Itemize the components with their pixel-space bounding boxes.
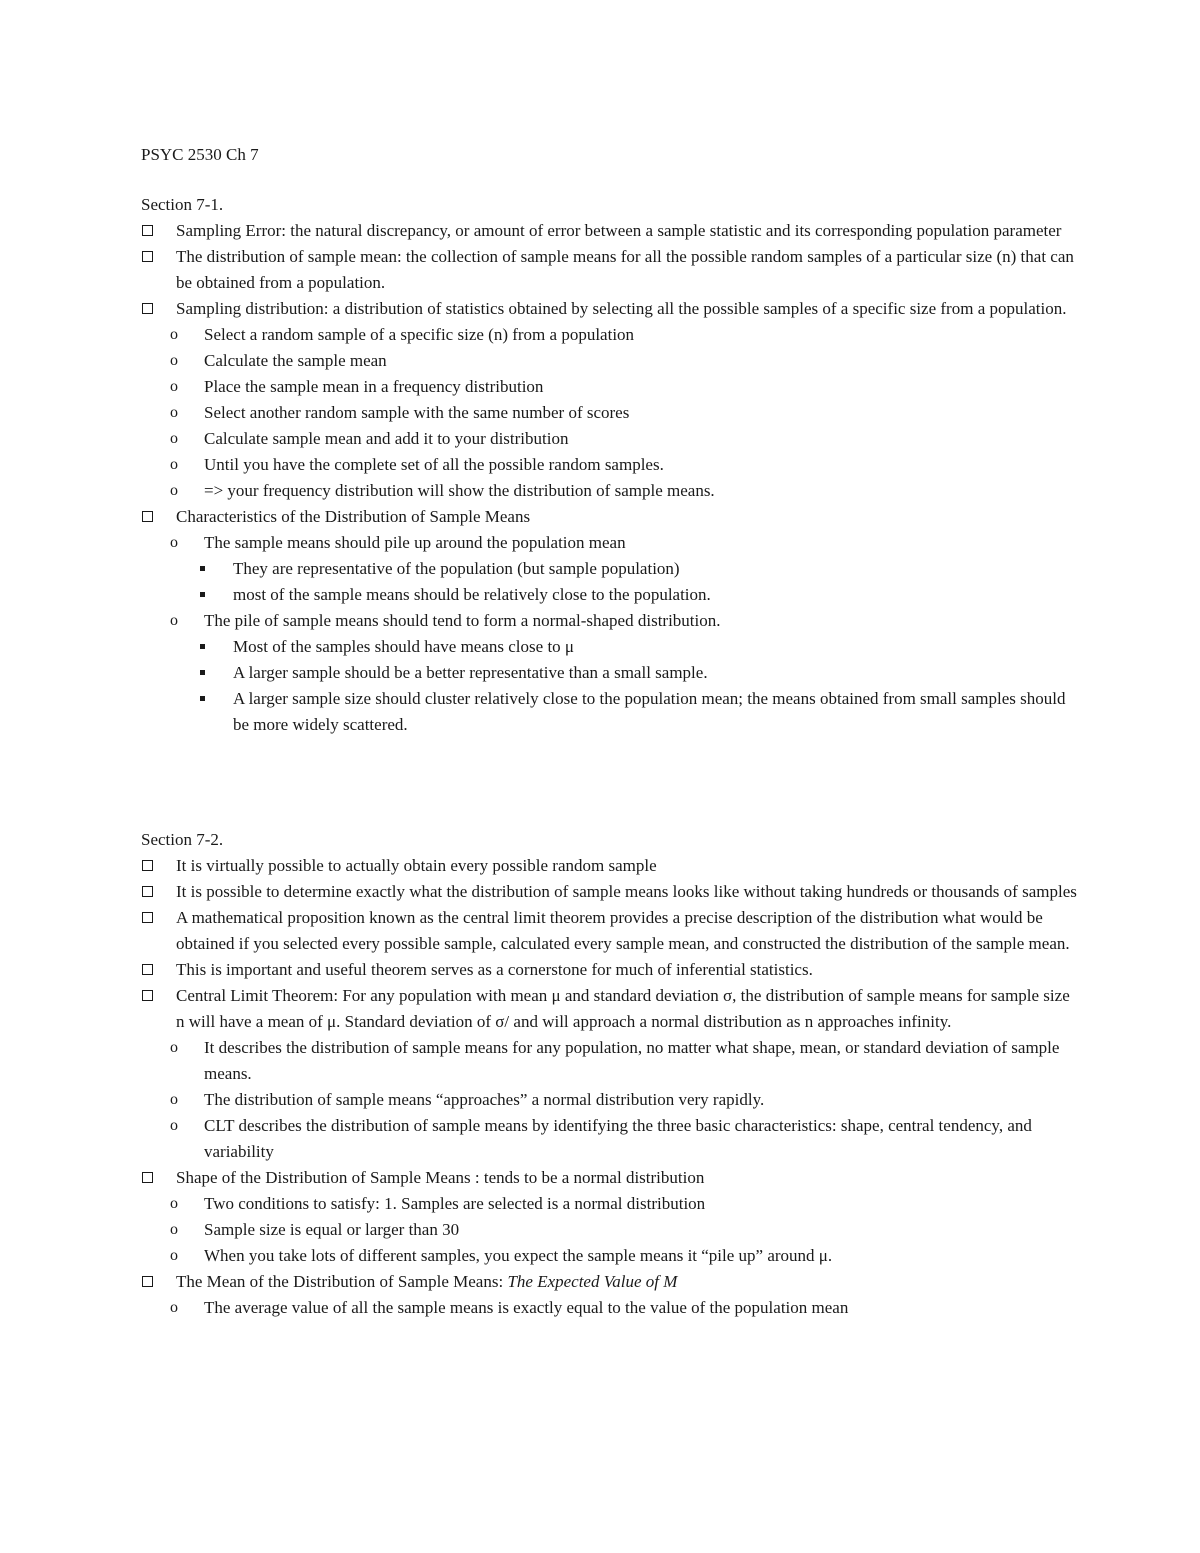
list-item	[141, 244, 1081, 296]
checkbox-bullet-icon	[142, 303, 153, 314]
section-heading: Section 7-1.	[141, 195, 224, 214]
list-item	[141, 879, 1081, 905]
list-item-text: Select a random sample of a specific size (n) from a population	[204, 325, 635, 344]
circle-bullet-icon: o	[170, 326, 178, 343]
list-item-text: A larger sample should be a better representative than a small sample.	[233, 663, 708, 682]
square-bullet-icon	[200, 644, 205, 649]
checkbox-bullet-icon	[142, 1172, 153, 1183]
list-item	[141, 905, 1081, 957]
list-item-text: The average value of all the sample means is exactly equal to the value of the population mean	[204, 1298, 849, 1317]
list-item	[141, 853, 1081, 879]
list-item-text: Calculate sample mean and add it to your distribution	[204, 429, 569, 448]
circle-bullet-icon: o	[170, 534, 178, 551]
list-item	[141, 1113, 1081, 1165]
circle-bullet-icon: o	[170, 1195, 178, 1212]
checkbox-bullet-icon	[142, 1276, 153, 1287]
list-item-text: A larger sample size should cluster relatively close to the population mean; the means obtained from small samples should be more widely scattered.	[233, 689, 1066, 734]
list-item-text: Select another random sample with the same number of scores	[204, 403, 630, 422]
circle-bullet-icon: o	[170, 1221, 178, 1238]
list-item-text: The sample means should pile up around the population mean	[204, 533, 626, 552]
circle-bullet-icon: o	[170, 1091, 178, 1108]
circle-bullet-icon: o	[170, 378, 178, 395]
list-item-text: Shape of the Distribution of Sample Means : tends to be a normal distribution	[176, 1168, 705, 1187]
list-item	[141, 1087, 1081, 1113]
list-item-text: This is important and useful theorem serves as a cornerstone for much of inferential statistics.	[176, 960, 813, 979]
circle-bullet-icon: o	[170, 1117, 178, 1134]
section-7-1	[141, 192, 1081, 738]
section-heading: Section 7-2.	[141, 830, 224, 849]
list-item	[141, 660, 1081, 686]
list-item-text: The pile of sample means should tend to form a normal-shaped distribution.	[204, 611, 721, 630]
document-title: PSYC 2530 Ch 7	[141, 145, 259, 164]
list-item	[141, 218, 1081, 244]
list-item-text: The Mean of the Distribution of Sample Means:	[176, 1272, 508, 1291]
checkbox-bullet-icon	[142, 964, 153, 975]
list-item-text: The distribution of sample means “approaches” a normal distribution very rapidly.	[204, 1090, 765, 1109]
circle-bullet-icon: o	[170, 352, 178, 369]
list-item-text: Most of the samples should have means close to μ	[233, 637, 575, 656]
list-item-text: When you take lots of different samples, you expect the sample means it “pile up” around μ.	[204, 1246, 833, 1265]
list-item	[141, 322, 1081, 348]
section-7-2	[141, 827, 1081, 1321]
circle-bullet-icon: o	[170, 612, 178, 629]
square-bullet-icon	[200, 592, 205, 597]
list-item	[141, 478, 1081, 504]
list-item	[141, 296, 1081, 322]
checkbox-bullet-icon	[142, 990, 153, 1001]
circle-bullet-icon: o	[170, 1039, 178, 1056]
list-item-text: Characteristics of the Distribution of Sample Means	[176, 507, 531, 526]
square-bullet-icon	[200, 566, 205, 571]
circle-bullet-icon: o	[170, 430, 178, 447]
list-item	[141, 608, 1081, 634]
list-item-text: Two conditions to satisfy: 1. Samples are selected is a normal distribution	[204, 1194, 706, 1213]
list-item-text: Central Limit Theorem: For any population with mean μ and standard deviation σ, the distribution of sample means for sample size n will have a mean of μ. Standard deviation of σ/ and will approach a normal distribution as n approaches infinity.	[176, 986, 1070, 1031]
checkbox-bullet-icon	[142, 225, 153, 236]
list-item-text: => your frequency distribution will show the distribution of sample means.	[204, 481, 715, 500]
list-item-text: They are representative of the population (but sample population)	[233, 559, 680, 578]
list-item-text: Calculate the sample mean	[204, 351, 387, 370]
list-item	[141, 556, 1081, 582]
list-item-text: Sampling Error: the natural discrepancy, or amount of error between a sample statistic and its corresponding population parameter	[176, 221, 1062, 240]
square-bullet-icon	[200, 670, 205, 675]
list-item	[141, 634, 1081, 660]
list-item	[141, 1217, 1081, 1243]
bullet-list	[141, 218, 1081, 738]
list-item-text: It is virtually possible to actually obtain every possible random sample	[176, 856, 657, 875]
checkbox-bullet-icon	[142, 912, 153, 923]
list-item	[141, 1295, 1081, 1321]
square-bullet-icon	[200, 696, 205, 701]
list-item-italic-text: The Expected Value of M	[507, 1272, 678, 1291]
list-item-text: Place the sample mean in a frequency distribution	[204, 377, 544, 396]
list-item-text: Sampling distribution: a distribution of statistics obtained by selecting all the possible samples of a specific size from a population.	[176, 299, 1067, 318]
list-item	[141, 686, 1081, 738]
list-item	[141, 983, 1081, 1035]
list-item-text: Sample size is equal or larger than 30	[204, 1220, 460, 1239]
list-item	[141, 582, 1081, 608]
bullet-list	[141, 853, 1081, 1321]
checkbox-bullet-icon	[142, 886, 153, 897]
checkbox-bullet-icon	[142, 511, 153, 522]
circle-bullet-icon: o	[170, 404, 178, 421]
list-item-text: most of the sample means should be relatively close to the population.	[233, 585, 711, 604]
list-item	[141, 504, 1081, 530]
list-item	[141, 530, 1081, 556]
checkbox-bullet-icon	[142, 860, 153, 871]
circle-bullet-icon: o	[170, 456, 178, 473]
checkbox-bullet-icon	[142, 251, 153, 262]
list-item-text: It describes the distribution of sample means for any population, no matter what shape, mean, or standard deviation of sample means.	[204, 1038, 1060, 1083]
circle-bullet-icon: o	[170, 482, 178, 499]
list-item	[141, 374, 1081, 400]
list-item-text: CLT describes the distribution of sample means by identifying the three basic characteristics: shape, central tendency, and variability	[204, 1116, 1032, 1161]
list-item	[141, 1243, 1081, 1269]
list-item	[141, 1035, 1081, 1087]
list-item	[141, 400, 1081, 426]
list-item	[141, 348, 1081, 374]
list-item	[141, 452, 1081, 478]
list-item-text: It is possible to determine exactly what the distribution of sample means looks like without taking hundreds or thousands of samples	[176, 882, 1077, 901]
list-item	[141, 426, 1081, 452]
circle-bullet-icon: o	[170, 1247, 178, 1264]
list-item	[141, 1191, 1081, 1217]
list-item-text: A mathematical proposition known as the central limit theorem provides a precise description of the distribution what would be obtained if you selected every possible sample, calculated every sample mean, and constructed the distribution of the sample mean.	[176, 908, 1070, 953]
circle-bullet-icon: o	[170, 1299, 178, 1316]
list-item-text: Until you have the complete set of all the possible random samples.	[204, 455, 664, 474]
list-item	[141, 1165, 1081, 1191]
list-item	[141, 957, 1081, 983]
list-item-text: The distribution of sample mean: the collection of sample means for all the possible random samples of a particular size (n) that can be obtained from a population.	[176, 247, 1074, 292]
list-item	[141, 1269, 1081, 1295]
